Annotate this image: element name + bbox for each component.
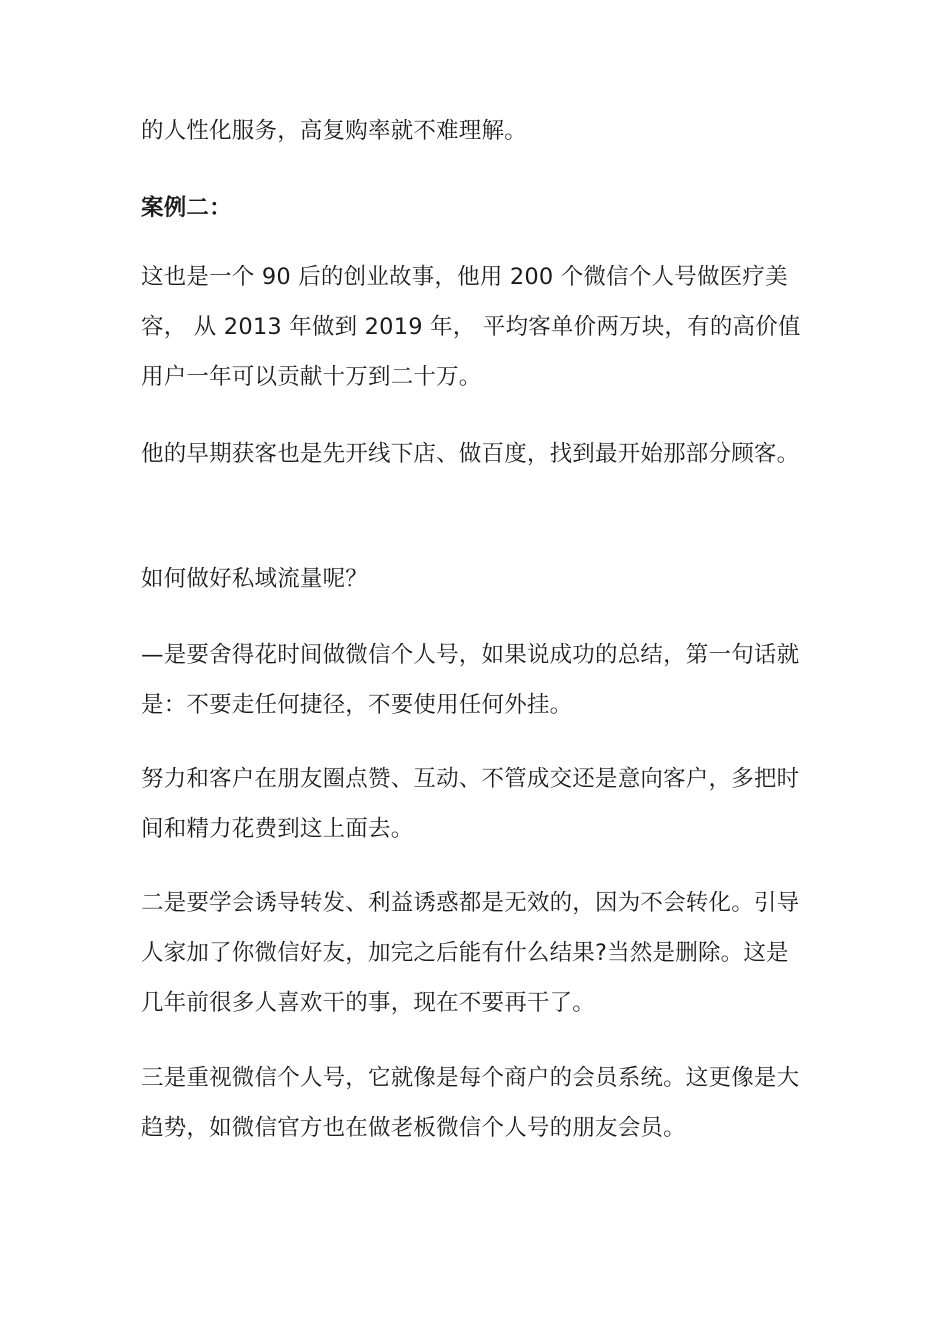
paragraph-question: 如何做好私域流量呢？ — [141, 566, 369, 592]
paragraph-case-story: 这也是一个 90 后的创业故事，他用 200 个微信个人号做医疗美容， 从 2013 年做到 2019 年， 平均客单价两万块，有的高价值用户一年可以贡献十万到二十万。 — [141, 264, 801, 390]
paragraph-early-acquisition: 他的早期获客也是先开线下店、做百度，找到最开始那部分顾客。 — [141, 441, 800, 467]
paragraph-intro-ending: 的人性化服务，高复购率就不难理解。 — [141, 118, 527, 144]
paragraph-point-three: 三是重视微信个人号，它就像是每个商户的会员系统。这更像是大趋势，如微信官方也在做老板微信个人号的朋友会员。 — [141, 1065, 800, 1141]
paragraph-engagement: 努力和客户在朋友圈点赞、互动、不管成交还是意向客户，多把时间和精力花费到这上面去。 — [141, 766, 800, 842]
paragraph-point-two: 二是要学会诱导转发、利益诱惑都是无效的，因为不会转化。引导人家加了你微信好友，加完之后能有什么结果?当然是删除。这是几年前很多人喜欢干的事，现在不要再干了。 — [141, 890, 800, 1016]
section-heading-case-two: 案例二： — [141, 195, 232, 221]
paragraph-point-one: —是要舍得花时间做微信个人号，如果说成功的总结，第一句话就是：不要走任何捷径，不要使用任何外挂。 — [141, 642, 800, 718]
